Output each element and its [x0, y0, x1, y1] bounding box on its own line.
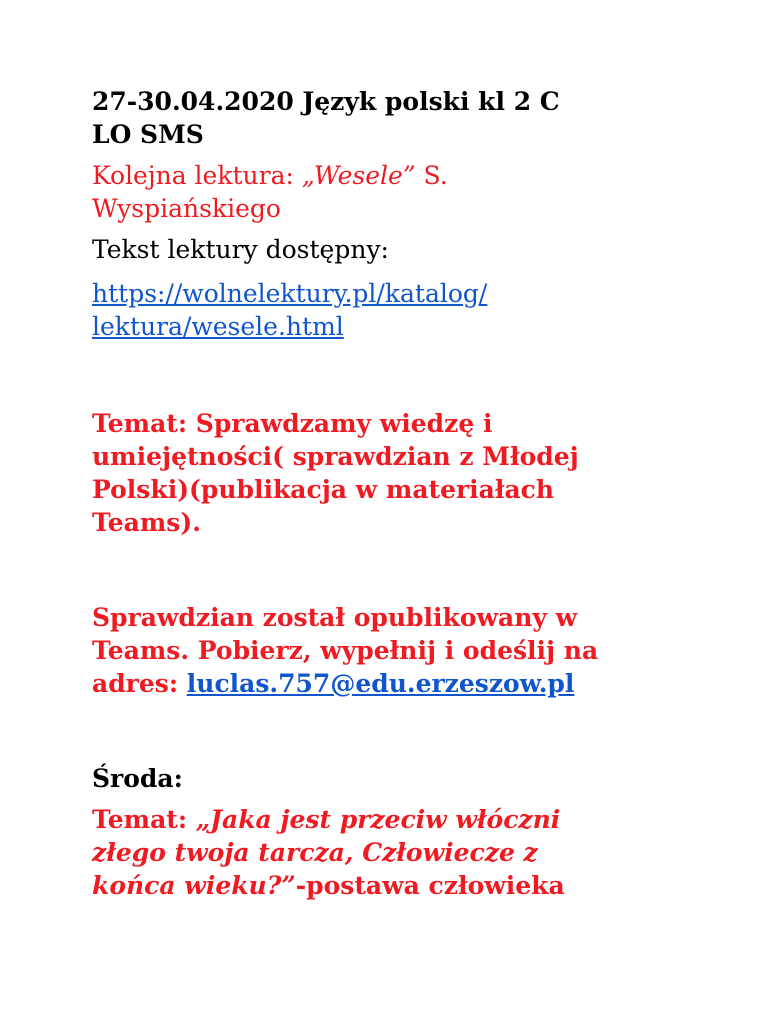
- temat-1-paragraph: [92, 407, 732, 539]
- temat-2-paragraph: [92, 803, 732, 902]
- lektura-author-part-1: S.: [415, 161, 448, 190]
- lektura-link-line-1: https://wolnelektury.pl/katalog/: [92, 279, 488, 308]
- lektura-paragraph: [92, 159, 732, 225]
- sroda-heading: [92, 762, 732, 795]
- sroda-label: Środa:: [92, 764, 183, 793]
- sprawdzian-line-2: Teams. Pobierz, wypełnij i odeślij na: [92, 636, 599, 665]
- lektura-link-paragraph: [92, 277, 732, 343]
- temat-1-line-4: Teams).: [92, 508, 201, 537]
- temat-2-prefix: Temat:: [92, 805, 196, 834]
- lektura-book-title: „Wesele”: [301, 161, 416, 190]
- temat-2-quote-line-3: końca wieku?”: [92, 871, 296, 900]
- document-page: [92, 85, 732, 902]
- lektura-link-line-2: lektura/wesele.html: [92, 312, 344, 341]
- temat-2-suffix: -postawa człowieka: [295, 871, 565, 900]
- email-link[interactable]: luclas.757@edu.erzeszow.pl: [186, 669, 575, 698]
- lektura-author-part-2: Wyspiańskiego: [92, 194, 281, 223]
- lektura-link[interactable]: [92, 279, 487, 341]
- temat-2-quote-line-2: złego twoja tarcza, Człowiecze z: [92, 838, 538, 867]
- title-line-1: 27-30.04.2020 Język polski kl 2 C: [92, 87, 560, 116]
- sprawdzian-line-3-prefix: adres:: [92, 669, 187, 698]
- page-title: [92, 85, 732, 151]
- tekst-paragraph: [92, 233, 732, 266]
- temat-1-line-2: umiejętności( sprawdzian z Młodej: [92, 442, 579, 471]
- sprawdzian-paragraph: [92, 601, 732, 700]
- tekst-label: Tekst lektury dostępny:: [92, 235, 389, 264]
- temat-2-quote-line-1: „Jaka jest przeciw włóczni: [195, 805, 561, 834]
- title-line-2: LO SMS: [92, 120, 204, 149]
- temat-1-line-1: Temat: Sprawdzamy wiedzę i: [92, 409, 493, 438]
- lektura-prefix: Kolejna lektura:: [92, 161, 302, 190]
- sprawdzian-line-1: Sprawdzian został opublikowany w: [92, 603, 578, 632]
- temat-1-line-3: Polski)(publikacja w materiałach: [92, 475, 555, 504]
